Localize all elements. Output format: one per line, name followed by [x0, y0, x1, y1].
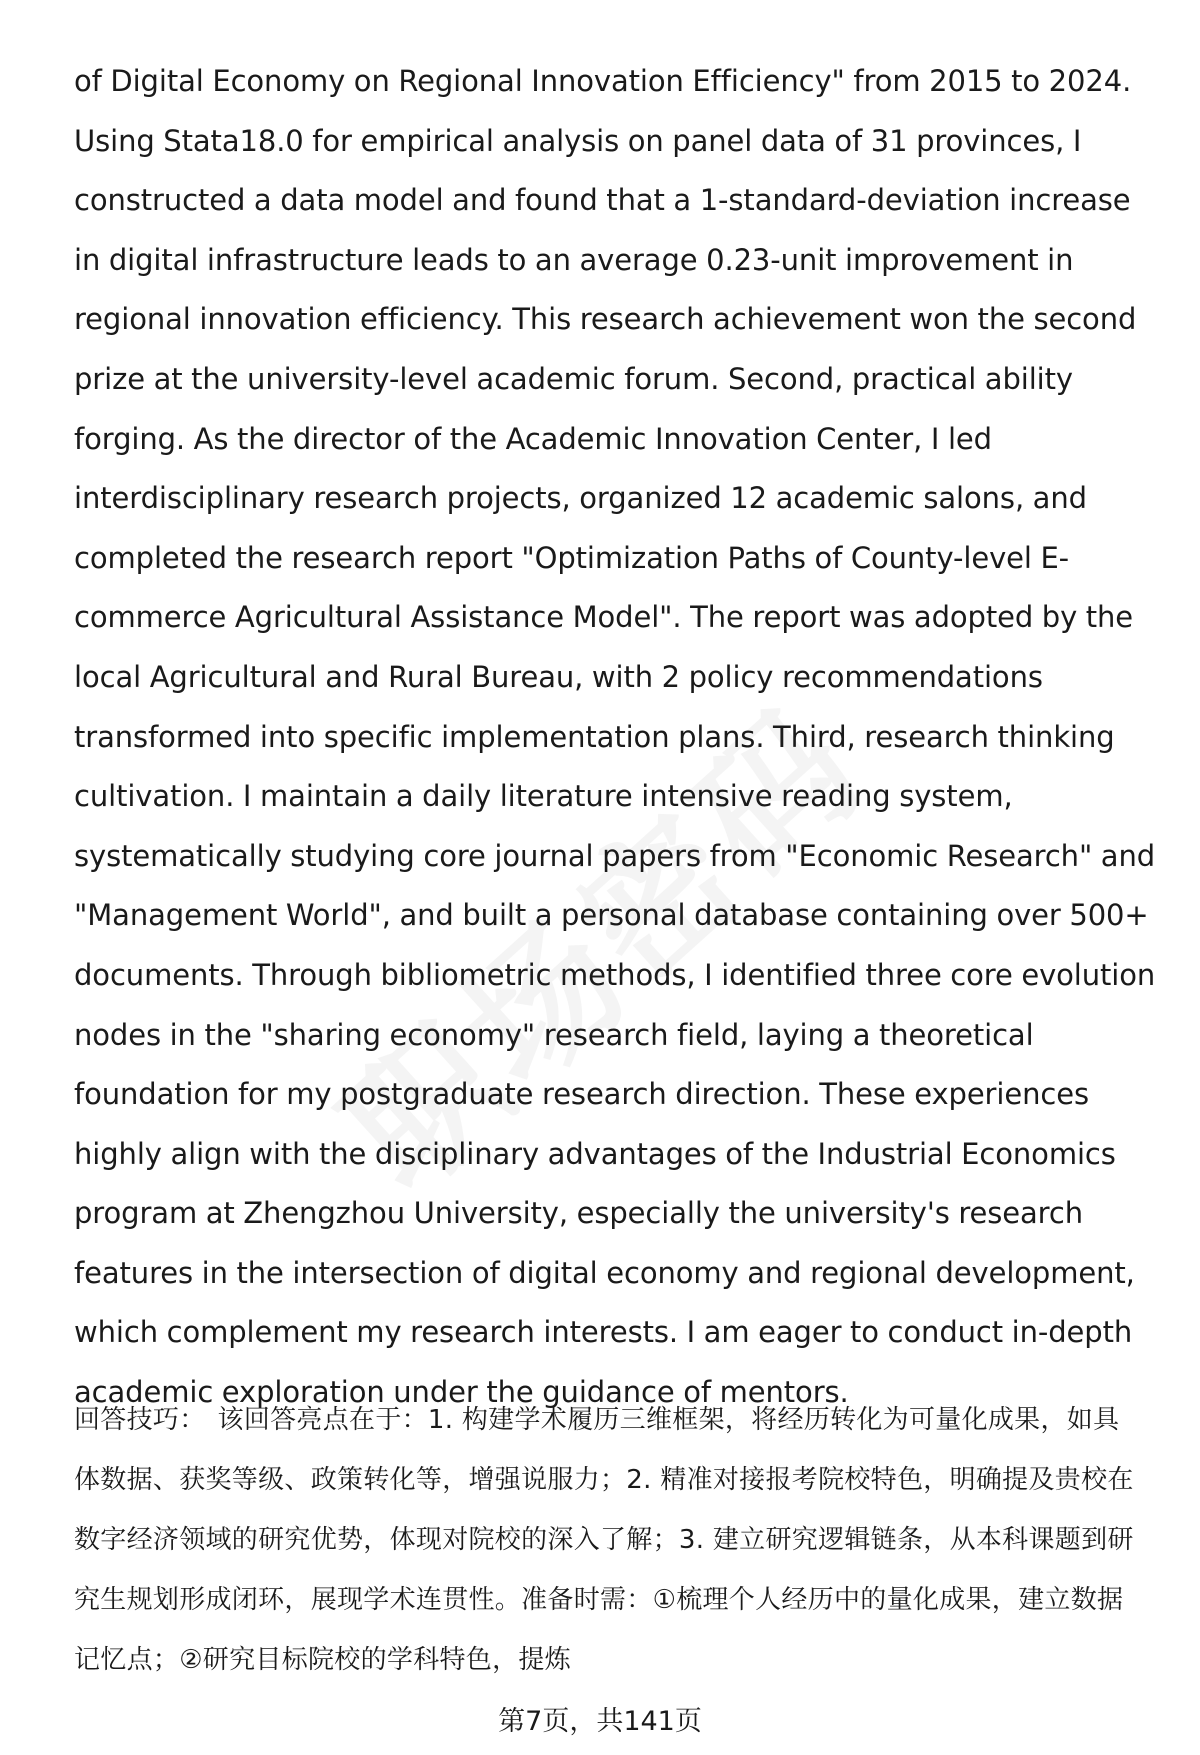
tip-label: 回答技巧：	[74, 1405, 206, 1435]
tip-text: 该回答亮点在于：1. 构建学术履历三维框架，将经历转化为可量化成果，如具体数据、获奖等级、政策转化等，增强说服力；2. 精准对接报考院校特色，明确提及贵校在数字经济领域的研究优势，体现对院校的深入了解；3. 建立研究逻辑链条，从本科课题到研究生规划形成闭环，展现学术连贯性。准备时需：①梳理个人经历中的量化成果，建立数据记忆点；②研究目标院校的学科特色，提炼	[74, 1405, 1134, 1675]
answer-tips	[74, 1390, 1144, 1690]
body-paragraph: of Digital Economy on Regional Innovation Efficiency" from 2015 to 2024. Using Stata18.0 for empirical analysis on panel data of 31 provinces, I constructed a data model and found that a 1-standard-deviation increase in digital infrastructure leads to an average 0.23-unit improvement in regional innovation efficiency. This research achievement won the second prize at the university-level academic forum. Second, practical ability forging. As the director of the Academic Innovation Center, I led interdisciplinary research projects, organized 12 academic salons, and completed the research report "Optimization Paths of County-level E-commerce Agricultural Assistance Model". The report was adopted by the local Agricultural and Rural Bureau, with 2 policy recommendations transformed into specific implementation plans. Third, research thinking cultivation. I maintain a daily literature intensive reading system, systematically studying core journal papers from "Economic Research" and "Management World", and built a personal database containing over 500+ documents. Through bibliometric methods, I identified three core evolution nodes in the "sharing economy" research field, laying a theoretical foundation for my postgraduate research direction. These experiences highly align with the disciplinary advantages of the Industrial Economics program at Zhengzhou University, especially the university's research features in the intersection of digital economy and regional development, which complement my research interests. I am eager to conduct in-depth academic exploration under the guidance of mentors.	[74, 64, 1156, 1410]
page-footer: 第7页，共141页	[498, 1706, 702, 1737]
